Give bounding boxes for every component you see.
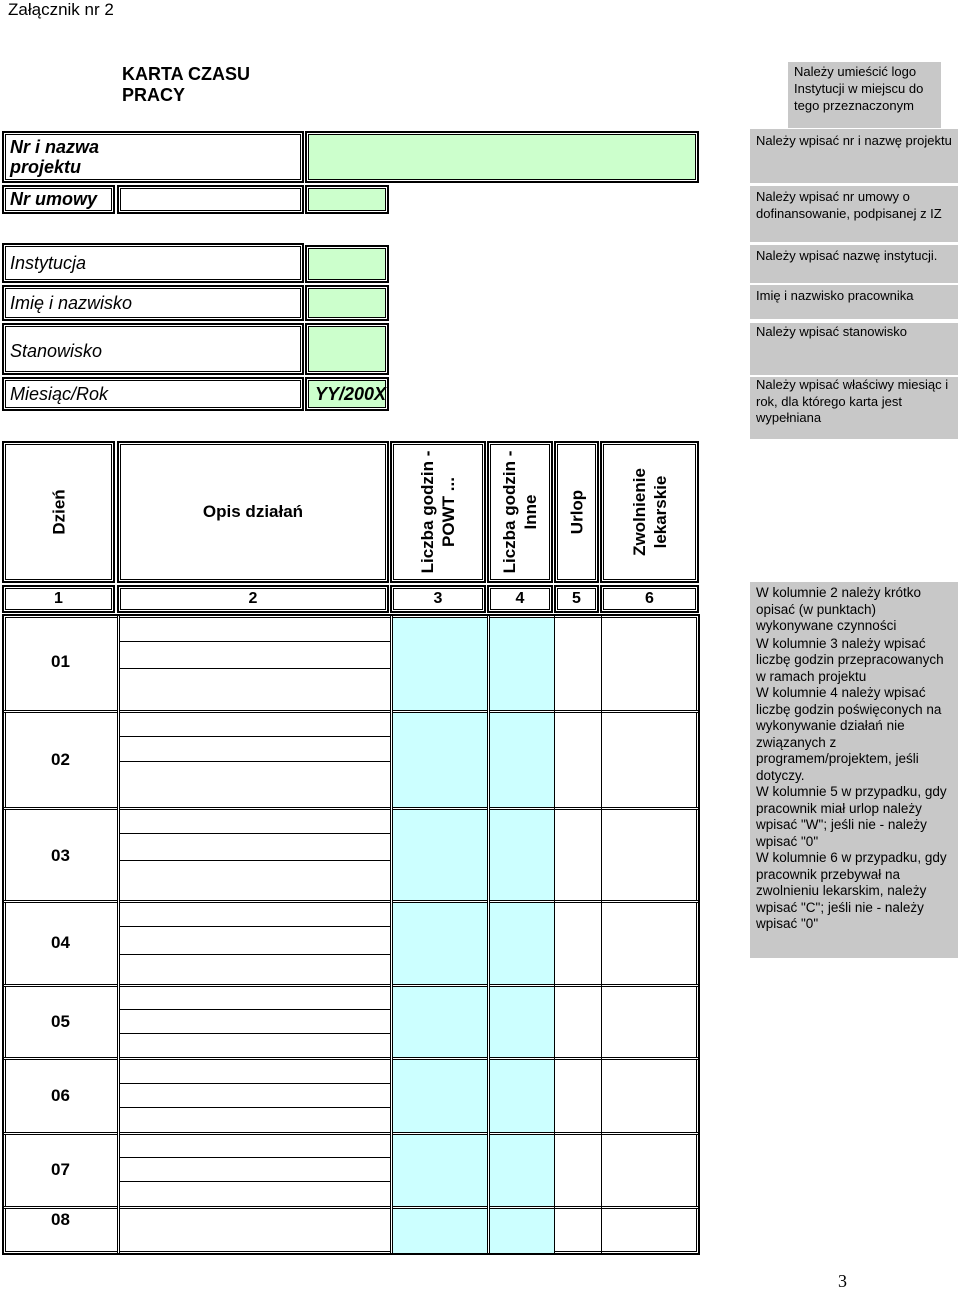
field-label-institution-text: Instytucja — [10, 252, 87, 273]
day-label: 05 — [51, 1012, 70, 1031]
col-number-2: 2 — [117, 585, 389, 613]
field-label-institution — [2, 243, 304, 283]
name-input[interactable] — [305, 285, 389, 321]
day-label: 04 — [51, 933, 70, 952]
column-note: W kolumnie 5 w przypadku, gdy pracownik miał urlop należy wpisać "W"; jeśli nie - należy wpisać "0" — [756, 784, 947, 849]
table-body — [2, 614, 700, 1255]
header-hours-other — [487, 441, 553, 583]
header-sick-leave — [600, 441, 699, 583]
col-number-6: 6 — [600, 585, 699, 613]
day-label: 08 — [51, 1210, 70, 1229]
project-input[interactable] — [305, 131, 699, 183]
field-box-contract-blank — [117, 185, 304, 214]
hours-other-column[interactable] — [489, 618, 555, 1253]
attachment-label: Załącznik nr 2 — [8, 0, 114, 19]
header-leave-text: Urlop — [567, 489, 586, 535]
logo-placeholder: Należy umieścić logo Instytucji w miejscu do tego przeznaczonym — [788, 62, 941, 128]
month-input[interactable]: YY/200X — [305, 377, 389, 411]
field-label-month: Miesiąc/Rok — [2, 377, 304, 411]
field-label-contract: Nr umowy — [2, 185, 115, 214]
col-number-5: 5 — [554, 585, 599, 613]
contract-input[interactable] — [305, 185, 389, 214]
header-hours-powt — [390, 441, 486, 583]
day-label: 07 — [51, 1160, 70, 1179]
header-leave — [554, 441, 599, 583]
col-number-4: 4 — [487, 585, 553, 613]
header-hours-powt-text: Liczba godzin - POWT ... — [418, 450, 458, 574]
hint-institution: Należy wpisać nazwę instytucji. — [750, 245, 958, 283]
hours-powt-column[interactable] — [392, 618, 488, 1253]
header-hours-other-text: Liczba godzin - Inne — [500, 450, 540, 574]
field-label-position: Stanowisko — [2, 323, 304, 375]
column-note: W kolumnie 4 należy wpisać liczbę godzin poświęconych na wykonywanie działań nie związanych z programem/projektem, jeśli dotyczy. — [756, 685, 942, 783]
page-number: 3 — [838, 1271, 847, 1291]
day-label: 03 — [51, 846, 70, 865]
column-notes — [750, 582, 958, 958]
hint-name: Imię i nazwisko pracownika — [750, 285, 958, 319]
field-label-project: Nr i nazwa projektu — [2, 131, 304, 183]
day-label: 06 — [51, 1086, 70, 1105]
hint-project: Należy wpisać nr i nazwę projektu — [750, 129, 958, 183]
column-note: W kolumnie 6 w przypadku, gdy pracownik przebywał na zwolnieniu lekarskim, należy wpisać "C"; jeśli nie - należy wpisać "0" — [756, 850, 947, 931]
position-input[interactable] — [305, 323, 389, 375]
day-label: 01 — [51, 652, 70, 671]
page-title: KARTA CZASU PRACY — [122, 64, 250, 105]
day-label: 02 — [51, 750, 70, 769]
header-description: Opis działań — [117, 441, 389, 583]
institution-input[interactable] — [305, 245, 389, 283]
hint-contract: Należy wpisać nr umowy o dofinansowanie, podpisanej z IZ — [750, 186, 958, 242]
column-note: W kolumnie 2 należy krótko opisać (w punktach) wykonywane czynności — [756, 585, 922, 633]
column-note: W kolumnie 3 należy wpisać liczbę godzin przepracowanych w ramach projektu — [756, 635, 944, 684]
hint-month: Należy wpisać właściwy miesiąc i rok, dla którego karta jest wypełniana — [750, 377, 958, 439]
header-sick-leave-text: Zwolnienie lekarskie — [629, 468, 670, 556]
field-label-name: Imię i nazwisko — [2, 285, 304, 321]
header-day — [2, 441, 115, 583]
col-number-1: 1 — [2, 585, 115, 613]
hint-position: Należy wpisać stanowisko — [750, 323, 958, 375]
col-number-3: 3 — [390, 585, 486, 613]
header-day-text: Dzień — [49, 489, 68, 535]
